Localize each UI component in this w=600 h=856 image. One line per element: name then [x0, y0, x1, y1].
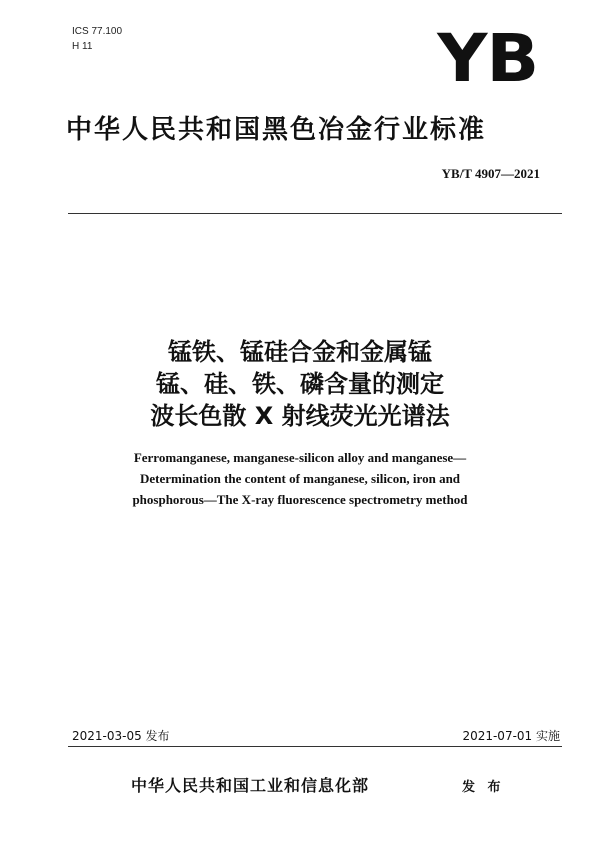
footer-divider — [68, 746, 562, 747]
issuing-authority: 中华人民共和国工业和信息化部 — [131, 776, 370, 795]
organization-title: 中华人民共和国黑色冶金行业标准 — [66, 115, 487, 145]
english-title-line-2: Determination the content of manganese, silicon, iron and — [139, 471, 461, 486]
english-title-line-3: phosphorous—The X-ray fluorescence spectrometry method — [132, 492, 468, 507]
english-title — [0, 447, 600, 510]
implementation-date: 2021-07-01 实施 — [462, 729, 560, 743]
chinese-title-line-1: 锰铁、锰硅合金和金属锰 — [168, 338, 432, 366]
yb-logo: YB — [437, 20, 538, 97]
header-divider — [68, 213, 562, 214]
english-title-line-1: Ferromanganese, manganese-silicon alloy and manganese— — [133, 450, 467, 465]
chinese-title-line-2: 锰、硅、铁、磷含量的测定 — [156, 370, 444, 398]
classification-block — [72, 24, 122, 54]
standard-code: YB/T 4907—2021 — [441, 166, 540, 181]
chinese-title-line-3: 波长色散 X 射线荧光光谱法 — [150, 402, 450, 430]
chinese-title — [0, 336, 600, 432]
issue-verb: 发 布 — [462, 780, 505, 795]
category-code: H 11 — [72, 41, 93, 52]
ics-code: ICS 77.100 — [72, 26, 123, 37]
issue-date: 2021-03-05 发布 — [72, 729, 170, 743]
